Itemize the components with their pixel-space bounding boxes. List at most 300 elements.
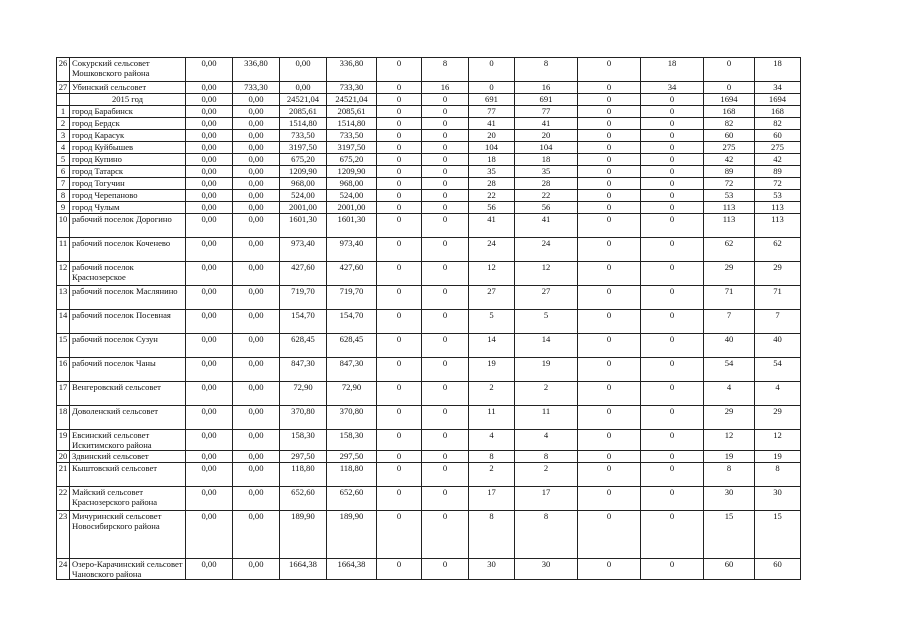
- value-cell: 0,00: [233, 334, 280, 358]
- value-cell: 2001,00: [327, 202, 377, 214]
- value-cell: 18: [755, 58, 801, 82]
- row-number-cell: 21: [57, 463, 70, 487]
- value-cell: 0: [641, 130, 704, 142]
- value-cell: 0,00: [233, 262, 280, 286]
- table-row: [57, 406, 801, 430]
- value-cell: 847,30: [280, 358, 327, 382]
- value-cell: 847,30: [327, 358, 377, 382]
- value-cell: 1664,38: [327, 559, 377, 580]
- table-row: [57, 118, 801, 130]
- value-cell: 29: [704, 262, 755, 286]
- value-cell: 2: [515, 463, 578, 487]
- value-cell: 19: [515, 358, 578, 382]
- data-table: [56, 57, 801, 580]
- row-number-cell: 1: [57, 106, 70, 118]
- value-cell: 0: [422, 451, 469, 463]
- table-row: [57, 358, 801, 382]
- value-cell: 0,00: [186, 118, 233, 130]
- value-cell: 22: [469, 190, 515, 202]
- value-cell: 0: [377, 106, 422, 118]
- value-cell: 19: [469, 358, 515, 382]
- municipality-name-cell: город Куйбышев: [70, 142, 186, 154]
- value-cell: 8: [422, 58, 469, 82]
- value-cell: 30: [755, 487, 801, 511]
- value-cell: 0: [641, 511, 704, 559]
- value-cell: 0: [377, 382, 422, 406]
- value-cell: 53: [755, 190, 801, 202]
- value-cell: 8: [704, 463, 755, 487]
- value-cell: 0: [422, 106, 469, 118]
- value-cell: 113: [704, 202, 755, 214]
- value-cell: 54: [704, 358, 755, 382]
- value-cell: 0: [422, 487, 469, 511]
- value-cell: 0,00: [186, 94, 233, 106]
- value-cell: 0: [578, 334, 641, 358]
- value-cell: 104: [469, 142, 515, 154]
- value-cell: 524,00: [280, 190, 327, 202]
- value-cell: 0: [641, 487, 704, 511]
- value-cell: 104: [515, 142, 578, 154]
- value-cell: 0: [578, 166, 641, 178]
- row-number-cell: 8: [57, 190, 70, 202]
- row-number-cell: 16: [57, 358, 70, 382]
- value-cell: 0: [377, 487, 422, 511]
- municipality-name-cell: город Барабинск: [70, 106, 186, 118]
- municipality-name-cell: рабочий поселок Коченево: [70, 238, 186, 262]
- value-cell: 12: [469, 262, 515, 286]
- value-cell: 4: [704, 382, 755, 406]
- table-row: [57, 451, 801, 463]
- value-cell: 0: [377, 130, 422, 142]
- municipality-name-cell: рабочий поселок Дорогино: [70, 214, 186, 238]
- table-row: [57, 130, 801, 142]
- value-cell: 0,00: [186, 310, 233, 334]
- value-cell: 0,00: [233, 559, 280, 580]
- value-cell: 0,00: [233, 382, 280, 406]
- municipality-name-cell: город Бердск: [70, 118, 186, 130]
- value-cell: 41: [515, 118, 578, 130]
- table-row: [57, 262, 801, 286]
- value-cell: 14: [469, 334, 515, 358]
- value-cell: 7: [704, 310, 755, 334]
- value-cell: 35: [469, 166, 515, 178]
- value-cell: 41: [469, 214, 515, 238]
- value-cell: 691: [469, 94, 515, 106]
- value-cell: 2: [469, 463, 515, 487]
- value-cell: 0,00: [233, 511, 280, 559]
- value-cell: 0: [377, 190, 422, 202]
- value-cell: 29: [755, 406, 801, 430]
- value-cell: 0: [422, 202, 469, 214]
- value-cell: 0: [377, 511, 422, 559]
- value-cell: 60: [755, 559, 801, 580]
- value-cell: 158,30: [280, 430, 327, 451]
- value-cell: 0: [641, 106, 704, 118]
- table-row: [57, 190, 801, 202]
- value-cell: 40: [704, 334, 755, 358]
- value-cell: 0,00: [186, 511, 233, 559]
- value-cell: 0: [377, 358, 422, 382]
- value-cell: 0: [578, 130, 641, 142]
- value-cell: 8: [515, 58, 578, 82]
- value-cell: 0,00: [233, 487, 280, 511]
- value-cell: 154,70: [327, 310, 377, 334]
- value-cell: 675,20: [280, 154, 327, 166]
- municipality-name-cell: Озеро-Карачинский сельсовет Чановского района: [70, 559, 186, 580]
- value-cell: 0: [578, 487, 641, 511]
- value-cell: 297,50: [280, 451, 327, 463]
- municipality-name-cell: Сокурский сельсовет Мошковского района: [70, 58, 186, 82]
- value-cell: 0: [377, 166, 422, 178]
- value-cell: 0: [641, 262, 704, 286]
- municipality-name-cell: город Тогучин: [70, 178, 186, 190]
- municipality-name-cell: рабочий поселок Посевная: [70, 310, 186, 334]
- row-number-cell: 14: [57, 310, 70, 334]
- value-cell: 1209,90: [280, 166, 327, 178]
- value-cell: 20: [515, 130, 578, 142]
- municipality-name-cell: Кыштовский сельсовет: [70, 463, 186, 487]
- value-cell: 15: [704, 511, 755, 559]
- value-cell: 40: [755, 334, 801, 358]
- value-cell: 77: [515, 106, 578, 118]
- value-cell: 113: [755, 202, 801, 214]
- value-cell: 968,00: [280, 178, 327, 190]
- value-cell: 0: [578, 106, 641, 118]
- value-cell: 22: [515, 190, 578, 202]
- value-cell: 3197,50: [327, 142, 377, 154]
- value-cell: 0: [422, 214, 469, 238]
- value-cell: 28: [515, 178, 578, 190]
- value-cell: 4: [755, 382, 801, 406]
- value-cell: 28: [469, 178, 515, 190]
- value-cell: 719,70: [280, 286, 327, 310]
- value-cell: 0: [377, 118, 422, 130]
- value-cell: 1514,80: [280, 118, 327, 130]
- value-cell: 0,00: [233, 358, 280, 382]
- value-cell: 53: [704, 190, 755, 202]
- table-row: [57, 430, 801, 451]
- value-cell: 0,00: [186, 358, 233, 382]
- value-cell: 0,00: [233, 154, 280, 166]
- value-cell: 41: [469, 118, 515, 130]
- municipality-name-cell: город Карасук: [70, 130, 186, 142]
- row-number-cell: 10: [57, 214, 70, 238]
- table-row: [57, 487, 801, 511]
- value-cell: 719,70: [327, 286, 377, 310]
- value-cell: 77: [469, 106, 515, 118]
- value-cell: 72: [704, 178, 755, 190]
- value-cell: 370,80: [280, 406, 327, 430]
- value-cell: 0: [422, 94, 469, 106]
- value-cell: 0: [641, 310, 704, 334]
- municipality-name-cell: город Купино: [70, 154, 186, 166]
- value-cell: 0: [641, 94, 704, 106]
- value-cell: 89: [755, 166, 801, 178]
- row-number-cell: 5: [57, 154, 70, 166]
- value-cell: 154,70: [280, 310, 327, 334]
- value-cell: 0: [377, 154, 422, 166]
- value-cell: 0: [578, 286, 641, 310]
- value-cell: 524,00: [327, 190, 377, 202]
- value-cell: 0: [641, 202, 704, 214]
- value-cell: 168: [755, 106, 801, 118]
- value-cell: 0: [469, 58, 515, 82]
- value-cell: 0: [578, 214, 641, 238]
- value-cell: 0: [641, 463, 704, 487]
- value-cell: 0: [377, 58, 422, 82]
- value-cell: 12: [755, 430, 801, 451]
- table-row: [57, 310, 801, 334]
- value-cell: 0: [641, 286, 704, 310]
- value-cell: 0: [578, 154, 641, 166]
- value-cell: 29: [704, 406, 755, 430]
- value-cell: 0,00: [186, 142, 233, 154]
- value-cell: 0: [377, 559, 422, 580]
- value-cell: 0,00: [186, 262, 233, 286]
- row-number-cell: 22: [57, 487, 70, 511]
- municipality-name-cell: Убинский сельсовет: [70, 82, 186, 94]
- value-cell: 973,40: [280, 238, 327, 262]
- value-cell: 0: [641, 334, 704, 358]
- value-cell: 427,60: [327, 262, 377, 286]
- value-cell: 0,00: [233, 130, 280, 142]
- value-cell: 0: [578, 358, 641, 382]
- value-cell: 5: [515, 310, 578, 334]
- value-cell: 0,00: [233, 238, 280, 262]
- value-cell: 675,20: [327, 154, 377, 166]
- value-cell: 0: [422, 430, 469, 451]
- municipality-name-cell: город Черепаново: [70, 190, 186, 202]
- value-cell: 16: [422, 82, 469, 94]
- value-cell: 0,00: [280, 82, 327, 94]
- value-cell: 0: [641, 178, 704, 190]
- value-cell: 18: [469, 154, 515, 166]
- value-cell: 71: [704, 286, 755, 310]
- value-cell: 30: [469, 559, 515, 580]
- value-cell: 15: [755, 511, 801, 559]
- value-cell: 17: [469, 487, 515, 511]
- value-cell: 0,00: [186, 190, 233, 202]
- value-cell: 0,00: [186, 406, 233, 430]
- municipality-name-cell: Мичуринский сельсовет Новосибирского района: [70, 511, 186, 559]
- row-number-cell: 7: [57, 178, 70, 190]
- value-cell: 0,00: [233, 142, 280, 154]
- value-cell: 0: [422, 190, 469, 202]
- row-number-cell: 11: [57, 238, 70, 262]
- value-cell: 0: [578, 94, 641, 106]
- value-cell: 0: [578, 82, 641, 94]
- value-cell: 0: [377, 451, 422, 463]
- value-cell: 54: [755, 358, 801, 382]
- value-cell: 34: [641, 82, 704, 94]
- value-cell: 0: [578, 463, 641, 487]
- value-cell: 0: [578, 58, 641, 82]
- value-cell: 62: [704, 238, 755, 262]
- value-cell: 0,00: [186, 202, 233, 214]
- value-cell: 0: [377, 142, 422, 154]
- row-number-cell: 27: [57, 82, 70, 94]
- row-number-cell: 20: [57, 451, 70, 463]
- value-cell: 297,50: [327, 451, 377, 463]
- value-cell: 0,00: [186, 487, 233, 511]
- value-cell: 56: [515, 202, 578, 214]
- value-cell: 0,00: [186, 430, 233, 451]
- value-cell: 0: [377, 94, 422, 106]
- value-cell: 0: [641, 406, 704, 430]
- value-cell: 0,00: [186, 58, 233, 82]
- value-cell: 0: [422, 286, 469, 310]
- value-cell: 0: [377, 463, 422, 487]
- value-cell: 27: [469, 286, 515, 310]
- value-cell: 0,00: [186, 166, 233, 178]
- value-cell: 8: [469, 511, 515, 559]
- row-number-cell: 4: [57, 142, 70, 154]
- value-cell: 89: [704, 166, 755, 178]
- value-cell: 42: [755, 154, 801, 166]
- value-cell: 41: [515, 214, 578, 238]
- table-body: [57, 58, 801, 580]
- value-cell: 0,00: [186, 130, 233, 142]
- value-cell: 118,80: [280, 463, 327, 487]
- value-cell: 113: [755, 214, 801, 238]
- value-cell: 652,60: [280, 487, 327, 511]
- value-cell: 12: [704, 430, 755, 451]
- value-cell: 24: [469, 238, 515, 262]
- value-cell: 0: [704, 82, 755, 94]
- table-row: [57, 106, 801, 118]
- table-row: [57, 166, 801, 178]
- value-cell: 0,00: [186, 214, 233, 238]
- value-cell: 24521,04: [280, 94, 327, 106]
- table-row: [57, 382, 801, 406]
- municipality-name-cell: город Чулым: [70, 202, 186, 214]
- value-cell: 0,00: [233, 94, 280, 106]
- value-cell: 189,90: [280, 511, 327, 559]
- value-cell: 0: [578, 190, 641, 202]
- value-cell: 0: [422, 310, 469, 334]
- value-cell: 19: [704, 451, 755, 463]
- value-cell: 0: [377, 334, 422, 358]
- value-cell: 1601,30: [327, 214, 377, 238]
- value-cell: 0: [422, 130, 469, 142]
- value-cell: 1694: [704, 94, 755, 106]
- value-cell: 733,30: [233, 82, 280, 94]
- municipality-name-cell: 2015 год: [70, 94, 186, 106]
- value-cell: 733,50: [327, 130, 377, 142]
- value-cell: 24521,04: [327, 94, 377, 106]
- value-cell: 0: [641, 166, 704, 178]
- value-cell: 968,00: [327, 178, 377, 190]
- value-cell: 4: [469, 430, 515, 451]
- value-cell: 336,80: [327, 58, 377, 82]
- value-cell: 11: [469, 406, 515, 430]
- value-cell: 275: [755, 142, 801, 154]
- value-cell: 2085,61: [327, 106, 377, 118]
- value-cell: 2001,00: [280, 202, 327, 214]
- table-row: [57, 202, 801, 214]
- value-cell: 8: [469, 451, 515, 463]
- value-cell: 652,60: [327, 487, 377, 511]
- value-cell: 0: [578, 559, 641, 580]
- table-row: [57, 214, 801, 238]
- value-cell: 118,80: [327, 463, 377, 487]
- municipality-name-cell: Доволенский сельсовет: [70, 406, 186, 430]
- value-cell: 1514,80: [327, 118, 377, 130]
- value-cell: 0: [578, 451, 641, 463]
- value-cell: 0: [641, 430, 704, 451]
- value-cell: 0: [641, 382, 704, 406]
- value-cell: 973,40: [327, 238, 377, 262]
- value-cell: 0: [641, 118, 704, 130]
- value-cell: 0,00: [280, 58, 327, 82]
- row-number-cell: 12: [57, 262, 70, 286]
- municipality-name-cell: рабочий поселок Краснозерское: [70, 262, 186, 286]
- municipality-name-cell: Венгеровский сельсовет: [70, 382, 186, 406]
- value-cell: 0,00: [233, 286, 280, 310]
- municipality-name-cell: Майский сельсовет Краснозерского района: [70, 487, 186, 511]
- municipality-name-cell: Евсинский сельсовет Искитимского района: [70, 430, 186, 451]
- value-cell: 0: [377, 238, 422, 262]
- value-cell: 0: [377, 286, 422, 310]
- table-row: [57, 334, 801, 358]
- value-cell: 0,00: [233, 166, 280, 178]
- value-cell: 19: [755, 451, 801, 463]
- value-cell: 0: [422, 511, 469, 559]
- value-cell: 189,90: [327, 511, 377, 559]
- value-cell: 2: [515, 382, 578, 406]
- value-cell: 3197,50: [280, 142, 327, 154]
- value-cell: 336,80: [233, 58, 280, 82]
- row-number-cell: 2: [57, 118, 70, 130]
- value-cell: 158,30: [327, 430, 377, 451]
- table-row: [57, 286, 801, 310]
- value-cell: 0: [578, 202, 641, 214]
- value-cell: 60: [704, 130, 755, 142]
- value-cell: 0,00: [233, 430, 280, 451]
- row-number-cell: 13: [57, 286, 70, 310]
- value-cell: 0,00: [186, 382, 233, 406]
- value-cell: 82: [755, 118, 801, 130]
- value-cell: 691: [515, 94, 578, 106]
- value-cell: 0,00: [186, 334, 233, 358]
- value-cell: 0: [641, 238, 704, 262]
- value-cell: 0: [641, 451, 704, 463]
- value-cell: 0,00: [186, 559, 233, 580]
- value-cell: 60: [704, 559, 755, 580]
- value-cell: 0: [578, 238, 641, 262]
- value-cell: 0: [578, 511, 641, 559]
- row-number-cell: 17: [57, 382, 70, 406]
- municipality-name-cell: город Татарск: [70, 166, 186, 178]
- value-cell: 27: [515, 286, 578, 310]
- value-cell: 82: [704, 118, 755, 130]
- value-cell: 0,00: [186, 238, 233, 262]
- value-cell: 42: [704, 154, 755, 166]
- value-cell: 275: [704, 142, 755, 154]
- value-cell: 733,50: [280, 130, 327, 142]
- value-cell: 18: [641, 58, 704, 82]
- value-cell: 0: [578, 310, 641, 334]
- value-cell: 8: [515, 511, 578, 559]
- table-row: [57, 154, 801, 166]
- value-cell: 12: [515, 262, 578, 286]
- value-cell: 30: [704, 487, 755, 511]
- value-cell: 1209,90: [327, 166, 377, 178]
- value-cell: 0: [422, 142, 469, 154]
- value-cell: 0,00: [186, 178, 233, 190]
- value-cell: 0: [422, 334, 469, 358]
- row-number-cell: 6: [57, 166, 70, 178]
